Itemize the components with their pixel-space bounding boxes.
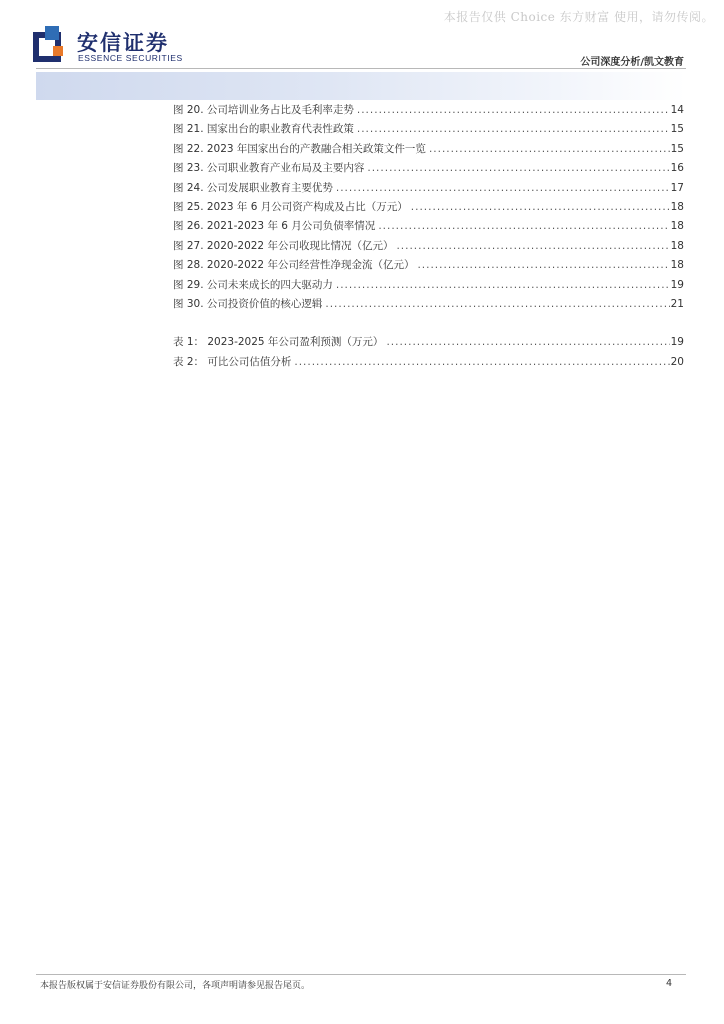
toc-entry-page: 18 xyxy=(670,200,684,213)
logo-name-en: ESSENCE SECURITIES xyxy=(78,53,183,63)
toc-entry-label: 图 26. 2021-2023 年 6 月公司负债率情况 xyxy=(173,220,376,233)
dot-leader xyxy=(393,240,670,252)
toc-entry-label: 图 24. 公司发展职业教育主要优势 xyxy=(173,181,333,194)
toc-entry-label: 图 22. 2023 年国家出台的产教融合相关政策文件一览 xyxy=(173,142,426,155)
watermark: 本报告仅供 Choice 东方财富 使用，请勿传阅。 xyxy=(443,10,714,24)
toc-entry-table-1[interactable] xyxy=(173,334,684,353)
toc-entry-figure-21[interactable] xyxy=(173,121,684,140)
toc-entry-figure-27[interactable] xyxy=(173,238,684,257)
section-spacer xyxy=(173,315,684,334)
dot-leader xyxy=(426,143,670,155)
toc-entry-label: 图 23. 公司职业教育产业布局及主要内容 xyxy=(173,162,365,175)
toc-entry-page: 19 xyxy=(670,278,684,291)
toc-entry-figure-25[interactable] xyxy=(173,199,684,218)
toc-entry-figure-26[interactable] xyxy=(173,218,684,237)
toc-entry-label: 图 21. 国家出台的职业教育代表性政策 xyxy=(173,123,354,136)
report-type: 公司深度分析/凯文教育 xyxy=(580,57,684,68)
toc-entry-figure-22[interactable] xyxy=(173,141,684,160)
toc-entry-figure-20[interactable] xyxy=(173,102,684,121)
toc-entry-page: 17 xyxy=(670,181,684,194)
toc-entry-page: 15 xyxy=(670,123,684,136)
toc-entry-page: 14 xyxy=(670,104,684,116)
toc-entry-label: 图 30. 公司投资价值的核心逻辑 xyxy=(173,297,323,310)
toc-entry-page: 18 xyxy=(670,259,684,272)
dot-leader xyxy=(414,259,670,271)
essence-logo-icon xyxy=(33,26,69,64)
figure-table-index xyxy=(173,102,684,373)
dot-leader xyxy=(383,336,670,348)
toc-entry-label: 图 29. 公司未来成长的四大驱动力 xyxy=(173,278,333,291)
toc-entry-label: 图 28. 2020-2022 年公司经营性净现金流（亿元） xyxy=(173,259,415,272)
toc-entry-label: 图 25. 2023 年 6 月公司资产构成及占比（万元） xyxy=(173,200,408,213)
toc-entry-page: 19 xyxy=(670,336,684,349)
toc-entry-page: 20 xyxy=(670,355,684,368)
toc-entry-page: 18 xyxy=(670,239,684,252)
page-number: 4 xyxy=(665,978,672,989)
dot-leader xyxy=(322,298,670,310)
company-logo xyxy=(33,26,193,68)
header-divider xyxy=(36,68,686,69)
toc-entry-page: 18 xyxy=(670,220,684,233)
dot-leader xyxy=(333,182,670,194)
dot-leader xyxy=(364,162,670,174)
toc-entry-label: 图 27. 2020-2022 年公司收现比情况（亿元） xyxy=(173,239,394,252)
dot-leader xyxy=(375,220,670,232)
footer-disclaimer: 本报告版权属于安信证券股份有限公司，各项声明请参见报告尾页。 xyxy=(40,981,311,991)
toc-entry-page: 21 xyxy=(670,297,684,310)
dot-leader xyxy=(291,356,670,368)
toc-entry-page: 15 xyxy=(670,142,684,155)
toc-entry-page: 16 xyxy=(670,162,684,175)
toc-entry-label: 表 2： 可比公司估值分析 xyxy=(173,355,292,368)
footer-divider xyxy=(36,974,686,975)
dot-leader xyxy=(354,123,670,135)
toc-entry-table-2[interactable] xyxy=(173,354,684,373)
dot-leader xyxy=(408,201,670,213)
toc-entry-figure-30[interactable] xyxy=(173,296,684,315)
toc-entry-label: 图 20. 公司培训业务占比及毛利率走势 xyxy=(173,104,354,116)
toc-entry-figure-23[interactable] xyxy=(173,160,684,179)
dot-leader xyxy=(354,104,670,116)
toc-entry-figure-29[interactable] xyxy=(173,277,684,296)
logo-name-cn: 安信证券 xyxy=(77,31,169,55)
toc-entry-figure-24[interactable] xyxy=(173,180,684,199)
header-band xyxy=(36,72,686,100)
dot-leader xyxy=(333,279,670,291)
toc-entry-figure-28[interactable] xyxy=(173,257,684,276)
toc-entry-label: 表 1： 2023-2025 年公司盈利预测（万元） xyxy=(173,336,384,349)
